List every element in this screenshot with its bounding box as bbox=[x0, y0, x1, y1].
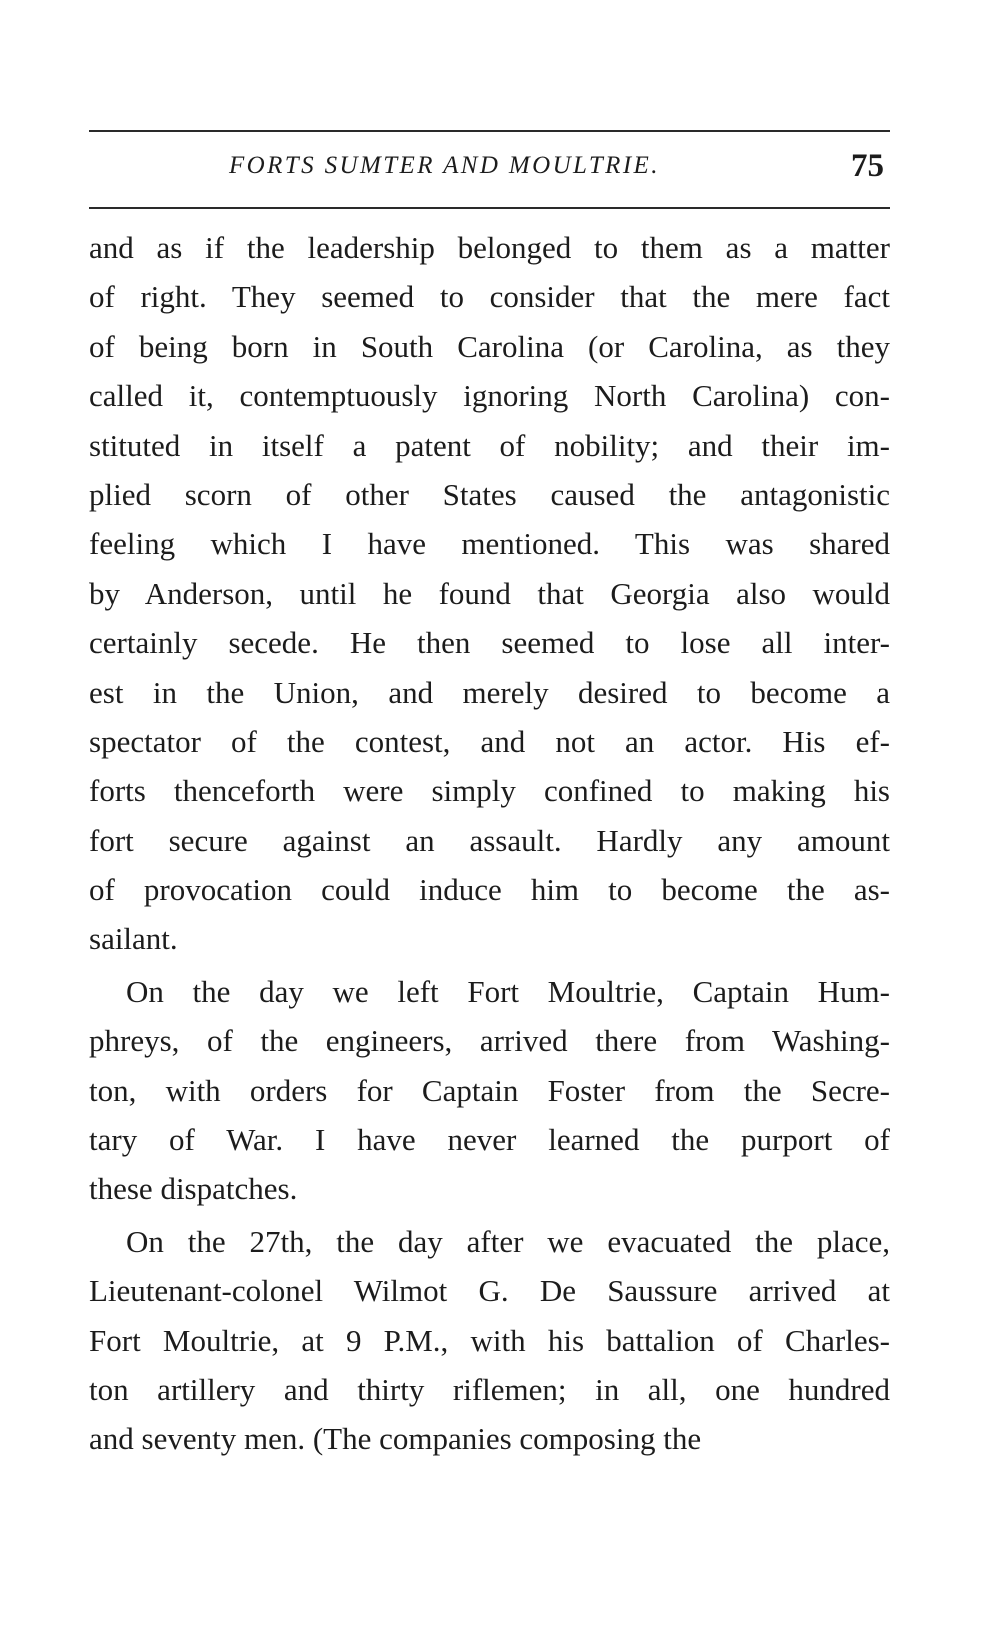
text-line: Lieutenant-colonel Wilmot G. De Saussure arrived at bbox=[89, 1273, 890, 1309]
text-line: On the 27th, the day after we evacuated the place, bbox=[126, 1223, 890, 1259]
text-line: Fort Moultrie, at 9 P.M., with his battalion of Charles- bbox=[89, 1322, 890, 1358]
text-line: of being born in South Carolina (or Carolina, as they bbox=[89, 328, 890, 364]
text-line: plied scorn of other States caused the antagonistic bbox=[89, 476, 890, 512]
text-line: these dispatches. bbox=[89, 1171, 298, 1207]
paragraph-2 bbox=[89, 967, 890, 1214]
running-head-title: FORTS SUMTER AND MOULTRIE. bbox=[229, 152, 660, 179]
text-line: forts thenceforth were simply confined to making his bbox=[89, 773, 890, 809]
header-rule-top bbox=[89, 130, 890, 132]
text-line: ton artillery and thirty riflemen; in all, one hundred bbox=[89, 1371, 890, 1407]
text-line: of provocation could induce him to become the as- bbox=[89, 872, 890, 908]
running-head bbox=[89, 148, 890, 188]
text-line: spectator of the contest, and not an actor. His ef- bbox=[89, 723, 890, 759]
text-line: by Anderson, until he found that Georgia also would bbox=[89, 575, 890, 611]
text-line: On the day we left Fort Moultrie, Captain Hum- bbox=[126, 973, 890, 1009]
text-line: and seventy men. (The companies composing the bbox=[89, 1421, 702, 1457]
text-line: of right. They seemed to consider that the mere fact bbox=[89, 279, 890, 315]
paragraph-3 bbox=[89, 1217, 890, 1464]
text-line: and as if the leadership belonged to them as a matter bbox=[89, 230, 890, 265]
text-line: tary of War. I have never learned the purport of bbox=[89, 1122, 890, 1158]
text-line: ton, with orders for Captain Foster from the Secre- bbox=[89, 1072, 890, 1108]
paragraph-1 bbox=[89, 223, 890, 964]
page-number: 75 bbox=[851, 148, 884, 184]
text-line: called it, contemptuously ignoring North Carolina) con- bbox=[89, 378, 890, 414]
text-line: certainly secede. He then seemed to lose all inter- bbox=[89, 625, 890, 661]
body-text bbox=[89, 223, 890, 1464]
text-line: stituted in itself a patent of nobility; and their im- bbox=[89, 427, 890, 463]
text-line: phreys, of the engineers, arrived there from Washing- bbox=[89, 1023, 890, 1059]
header-rule-bottom bbox=[89, 207, 890, 209]
text-line: est in the Union, and merely desired to become a bbox=[89, 674, 890, 710]
text-line: sailant. bbox=[89, 921, 178, 957]
text-line: feeling which I have mentioned. This was shared bbox=[89, 526, 890, 562]
text-line: fort secure against an assault. Hardly any amount bbox=[89, 822, 890, 858]
